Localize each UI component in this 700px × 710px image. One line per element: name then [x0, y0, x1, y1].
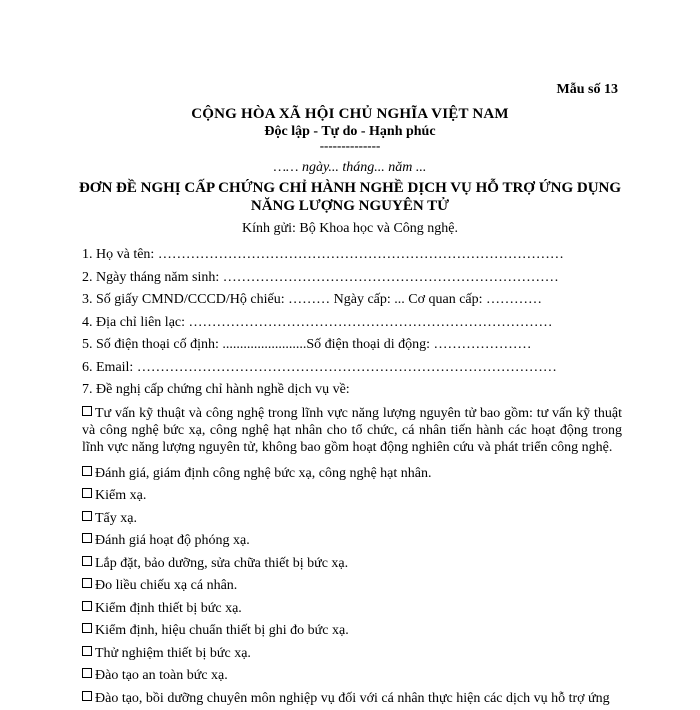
checkbox-icon[interactable] — [82, 601, 92, 611]
field-email: 6. Email: ……………………………………………………………………………… — [82, 357, 622, 380]
option-label: Đào tạo, bồi dưỡng chuyên môn nghiệp vụ đối với cá nhân thực hiện các dịch vụ hỗ trợ ứng — [95, 691, 610, 706]
option-label: Tẩy xạ. — [95, 511, 137, 526]
option-item — [82, 665, 622, 688]
option-item — [82, 643, 622, 666]
form-number: Mẫu số 13 — [557, 82, 618, 98]
checkbox-icon[interactable] — [82, 668, 92, 678]
checkbox-icon[interactable] — [82, 623, 92, 633]
option-item — [82, 620, 622, 643]
option-label: Kiểm định, hiệu chuẩn thiết bị ghi đo bức xạ. — [95, 623, 349, 638]
field-service-request: 7. Đề nghị cấp chứng chỉ hành nghề dịch vụ về: — [82, 379, 622, 402]
checkbox-icon[interactable] — [82, 578, 92, 588]
checkbox-icon[interactable] — [82, 466, 92, 476]
checkbox-icon[interactable] — [82, 691, 92, 701]
option-consulting — [82, 405, 622, 456]
option-label: Đánh giá, giám định công nghệ bức xạ, công nghệ hạt nhân. — [95, 466, 432, 481]
option-label: Lắp đặt, bảo dưỡng, sửa chữa thiết bị bức xạ. — [95, 556, 348, 571]
field-date-of-birth: 2. Ngày tháng năm sinh: ……………………………………………………………… — [82, 267, 622, 290]
option-item — [82, 553, 622, 576]
field-full-name: 1. Họ và tên: …………………………………………………………………………… — [82, 244, 622, 267]
option-label: Đo liều chiếu xạ cá nhân. — [95, 578, 237, 593]
checkbox-icon[interactable] — [82, 646, 92, 656]
document-title-line-2: NĂNG LƯỢNG NGUYÊN TỬ — [0, 198, 700, 215]
option-label: Thử nghiệm thiết bị bức xạ. — [95, 646, 251, 661]
checkbox-icon[interactable] — [82, 511, 92, 521]
document-title-line-1: ĐƠN ĐỀ NGHỊ CẤP CHỨNG CHỈ HÀNH NGHỀ DỊCH VỤ HỖ TRỢ ỨNG DỤNG — [0, 180, 700, 197]
option-consulting-label: Tư vấn kỹ thuật và công nghệ trong lĩnh vực năng lượng nguyên tử bao gồm: tư vấn kỹ thuật và công nghệ bức xạ, công nghệ hạt nhân cho tổ chức, cá nhân tiến hành các hoạt động trong lĩnh vực năng lượng nguyên tử, không bao gồm hoạt động nghiên cứu và phát triển công nghệ. — [82, 406, 622, 455]
option-label: Kiểm xạ. — [95, 488, 146, 503]
option-item — [82, 485, 622, 508]
date-line: …… ngày... tháng... năm ... — [0, 160, 700, 176]
form-content — [82, 244, 622, 710]
checkbox-icon[interactable] — [82, 406, 92, 416]
checkbox-icon[interactable] — [82, 533, 92, 543]
header-separator: -------------- — [0, 138, 700, 154]
option-item — [82, 463, 622, 486]
option-item — [82, 530, 622, 553]
field-id-document: 3. Số giấy CMND/CCCD/Hộ chiếu: ……… Ngày cấp: ... Cơ quan cấp: ………… — [82, 289, 622, 312]
national-title: CỘNG HÒA XÃ HỘI CHỦ NGHĨA VIỆT NAM — [0, 106, 700, 123]
checkbox-icon[interactable] — [82, 556, 92, 566]
option-label: Kiểm định thiết bị bức xạ. — [95, 601, 242, 616]
option-item — [82, 688, 622, 710]
addressee: Kính gửi: Bộ Khoa học và Công nghệ. — [0, 221, 700, 237]
option-label: Đào tạo an toàn bức xạ. — [95, 668, 228, 683]
field-contact-address: 4. Địa chỉ liên lạc: …………………………………………………………………… — [82, 312, 622, 335]
option-item — [82, 598, 622, 621]
field-phone: 5. Số điện thoại cố định: ........................Số điện thoại di động: ………………… — [82, 334, 622, 357]
option-item — [82, 508, 622, 531]
option-label: Đánh giá hoạt độ phóng xạ. — [95, 533, 250, 548]
national-motto: Độc lập - Tự do - Hạnh phúc — [0, 124, 700, 140]
option-item — [82, 575, 622, 598]
checkbox-icon[interactable] — [82, 488, 92, 498]
